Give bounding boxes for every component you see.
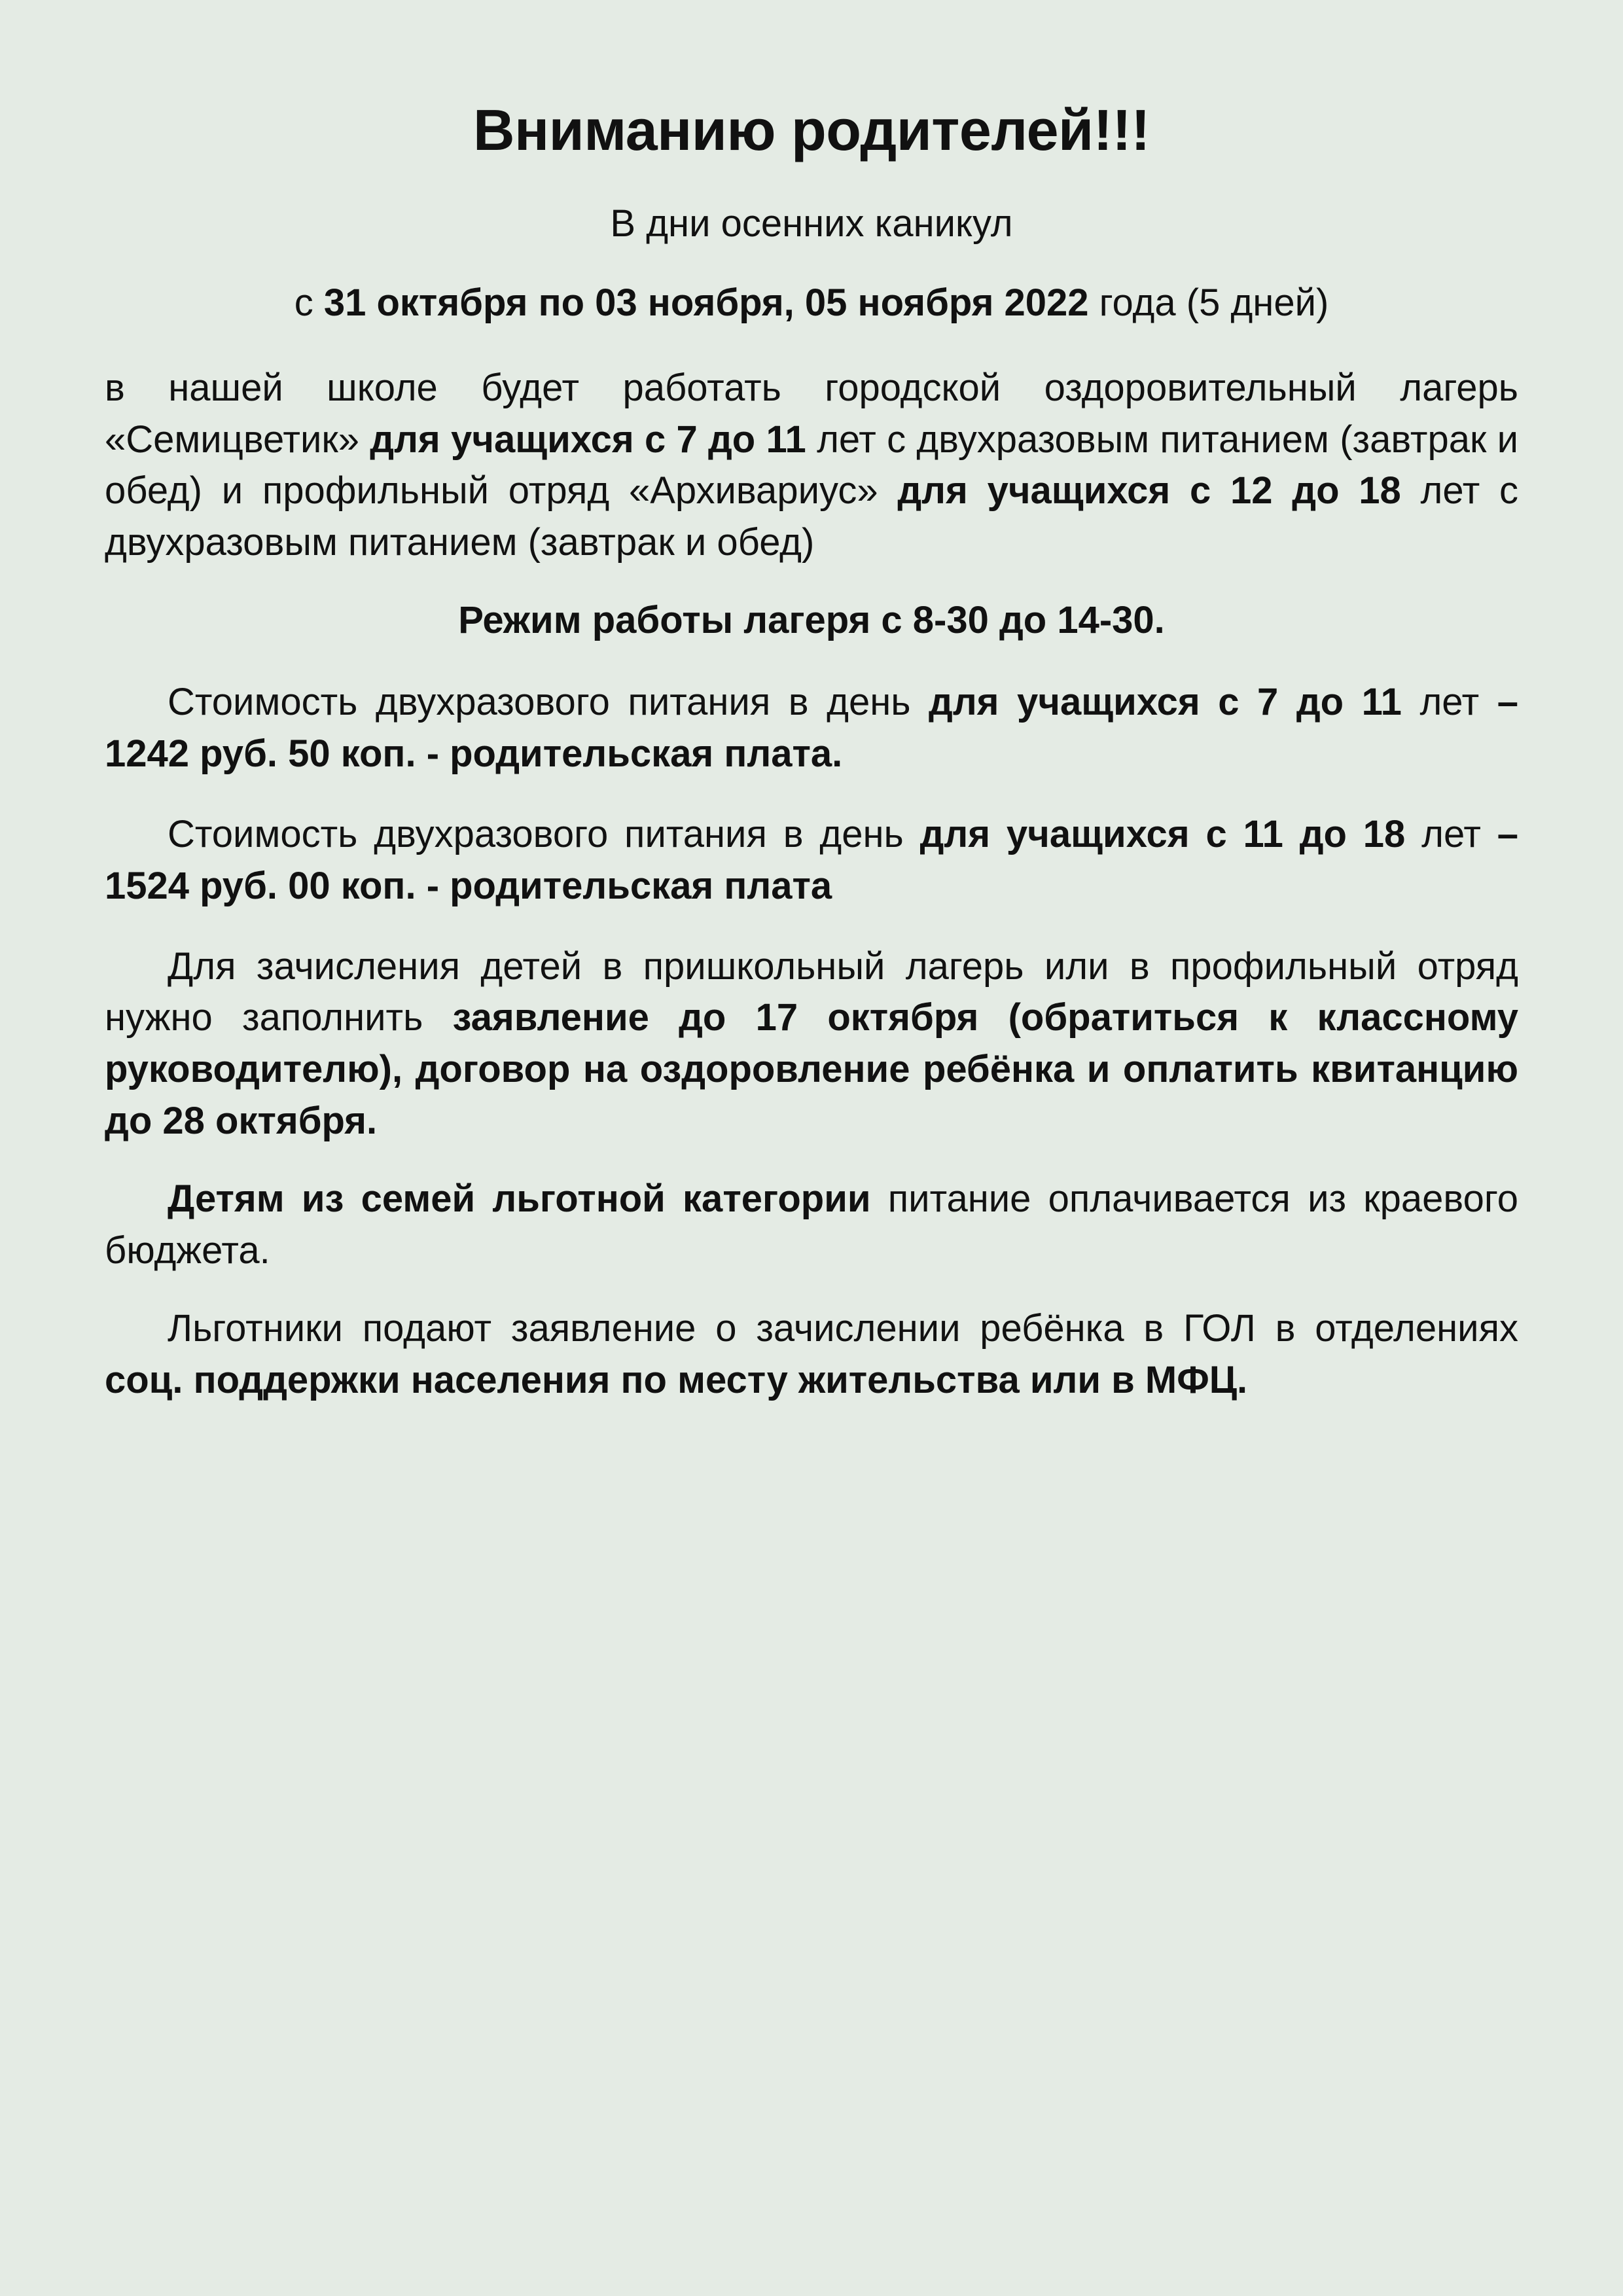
camp-schedule-line: Режим работы лагеря с 8-30 до 14-30. — [458, 599, 1165, 642]
application-part-1: Льготники подают заявление о зачислении ребёнка в ГОЛ в отделениях — [168, 1306, 1518, 1350]
intro-part-3: лет с двухразовым питанием (завтрак и обед) — [105, 469, 1519, 564]
dateline-suffix: года (5 дней) — [1088, 281, 1329, 325]
dateline-dates: 31 октября по 03 ноября, 05 ноября 2022 — [323, 281, 1089, 325]
price-primary-part-1: Стоимость двухразового питания в день — [168, 681, 929, 724]
application-offices: соц. поддержки населения по месту жительства или в МФЦ. — [105, 1358, 1248, 1401]
benefits-paragraph — [105, 1174, 1571, 1277]
intro-part-2: лет с двухразовым питанием (завтрак и обед) и профильный отряд «Архивариус» — [105, 418, 1519, 512]
page-title: Вниманию родителей!!! — [473, 98, 1150, 162]
enrollment-paragraph — [105, 941, 1571, 1148]
price-primary-age-range: для учащихся с 7 до 11 — [929, 681, 1402, 724]
intro-paragraph — [105, 363, 1571, 569]
dateline-prefix: с — [294, 281, 324, 325]
date-range-line — [105, 280, 1571, 326]
application-paragraph — [105, 1303, 1571, 1407]
enrollment-deadlines: заявление до 17 октября (обратиться к классному руководителю), договор на оздоровление ребёнка и оплатить квитанцию до 28 октября. — [105, 996, 1518, 1143]
enrollment-part-1: Для зачисления детей в пришкольный лагерь или в профильный отряд нужно заполнить — [105, 944, 1518, 1039]
subtitle-line: В дни осенних каникул — [610, 202, 1013, 245]
price-primary-amount: – 1242 руб. 50 коп. - родительская плата. — [105, 681, 1519, 775]
price-secondary-paragraph — [105, 809, 1571, 912]
price-primary-paragraph — [105, 677, 1571, 780]
intro-age-range-secondary: для учащихся с 12 до 18 — [897, 469, 1401, 512]
benefits-part-1: питание оплачивается из краевого бюджета. — [105, 1177, 1518, 1272]
price-primary-part-2: лет — [1401, 681, 1497, 724]
price-secondary-age-range: для учащихся с 11 до 18 — [919, 812, 1406, 855]
intro-part-1: в нашей школе будет работать городской оздоровительный лагерь «Семицветик» — [105, 366, 1518, 461]
benefits-category: Детям из семей льготной категории — [168, 1177, 871, 1221]
intro-age-range-primary: для учащихся с 7 до 11 — [370, 418, 806, 461]
price-secondary-amount: – 1524 руб. 00 коп. - родительская плата — [105, 812, 1519, 907]
price-secondary-part-1: Стоимость двухразового питания в день — [168, 812, 920, 855]
price-secondary-part-2: лет — [1405, 812, 1497, 855]
